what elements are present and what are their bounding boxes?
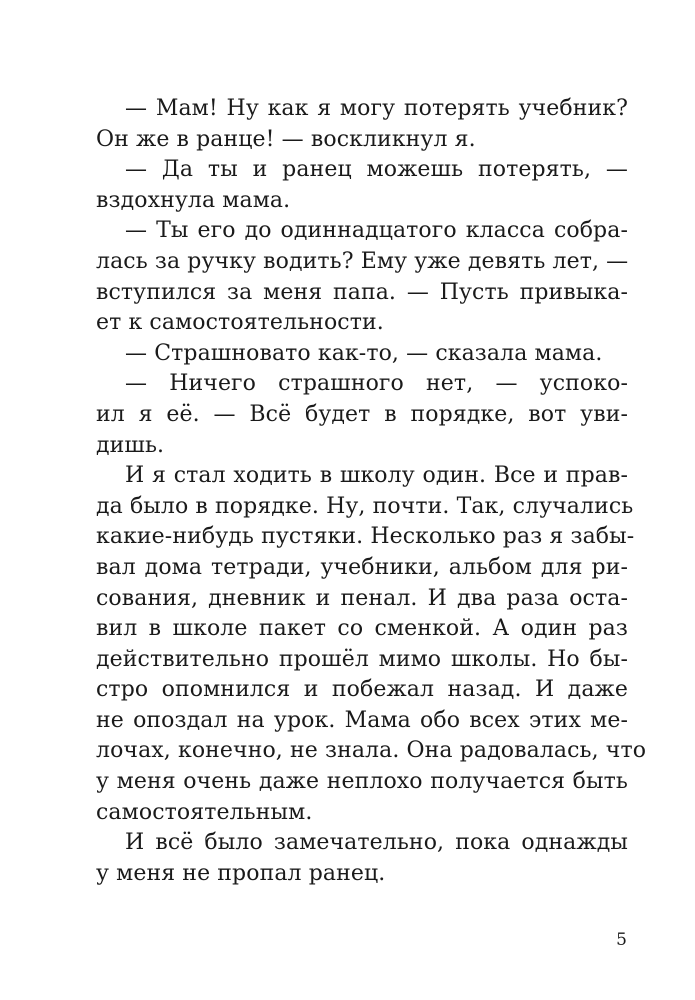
- paragraph: [96, 369, 628, 461]
- text-line: ет к самостоятельности.: [96, 310, 384, 336]
- text-line: — Ты его до одиннадцатого класса собра-: [125, 218, 628, 244]
- text-line: вступился за меня папа. — Пусть привыка-: [96, 279, 628, 305]
- text-line: — Ничего страшного нет, — успоко-: [125, 371, 628, 397]
- page-number: 5: [616, 930, 627, 950]
- text-line: Он же в ранце! — воскликнул я.: [96, 126, 476, 152]
- text-line: не опоздал на урок. Мама обо всех этих ме-: [96, 707, 628, 733]
- text-line: действительно прошёл мимо школы. Но бы-: [96, 646, 628, 672]
- text-line: И я стал ходить в школу один. Все и прав-: [125, 463, 628, 489]
- text-line: стро опомнился и побежал назад. И даже: [96, 677, 628, 703]
- text-line: ил я её. — Всё будет в порядке, вот уви-: [96, 401, 628, 427]
- text-line: — Мам! Ну как я могу потерять учебник?: [125, 96, 628, 121]
- page-body: [96, 94, 647, 889]
- text-line: лочах, конечно, не знала. Она радовалась, что: [96, 738, 647, 764]
- paragraph: [96, 461, 647, 828]
- text-line: сования, дневник и пенал. И два раза оста-: [96, 585, 628, 611]
- text-line: — Страшновато как-то, — сказала мама.: [125, 340, 603, 366]
- text-line: И всё было замечательно, пока однажды: [125, 830, 628, 856]
- text-line: какие-нибудь пустяки. Несколько раз я забы-: [96, 524, 635, 550]
- paragraph: [96, 828, 628, 889]
- paragraph: [96, 339, 628, 370]
- paragraph: [96, 216, 628, 338]
- paragraph: [96, 94, 628, 155]
- text-line: вал дома тетради, учебники, альбом для ри-: [96, 554, 628, 580]
- text-line: вздохнула мама.: [96, 187, 291, 213]
- text-line: дишь.: [96, 432, 165, 458]
- text-line: у меня не пропал ранец.: [96, 860, 386, 886]
- text-line: самостоятельным.: [96, 799, 313, 825]
- text-line: вил в школе пакет со сменкой. А один раз: [96, 616, 628, 642]
- text-line: да было в порядке. Ну, почти. Так, случались: [96, 493, 634, 519]
- paragraph: [96, 155, 628, 216]
- text-line: у меня очень даже неплохо получается быть: [96, 769, 628, 795]
- text-line: лась за ручку водить? Ему уже девять лет, —: [96, 248, 629, 274]
- text-line: — Да ты и ранец можешь потерять, —: [125, 157, 628, 183]
